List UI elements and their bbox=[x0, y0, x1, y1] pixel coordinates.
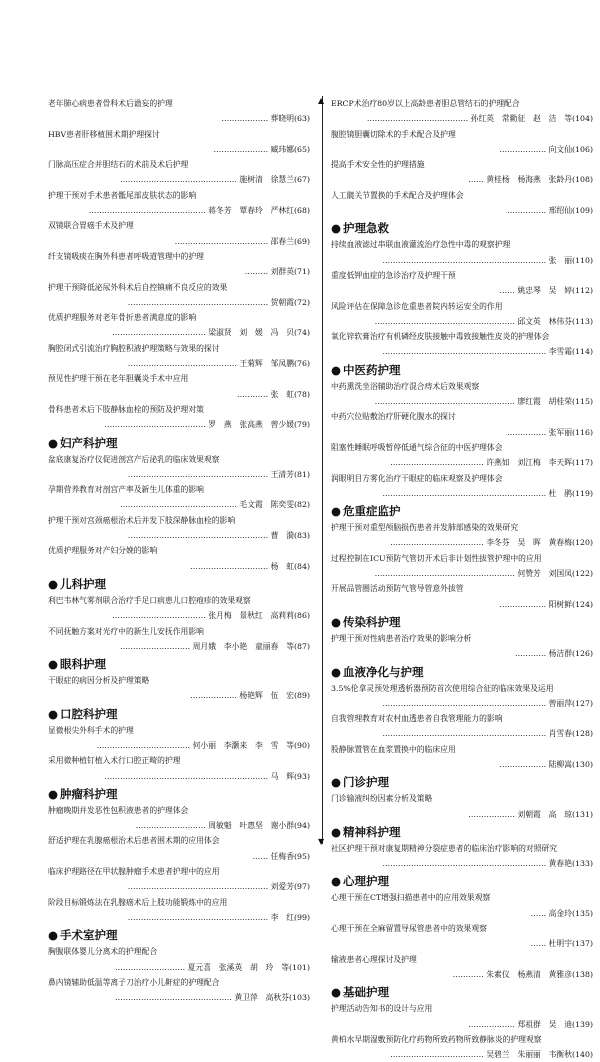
entry-title: 开展品管圈活动预防气管导管意外拔管 bbox=[331, 584, 464, 594]
entry-author-page: ……………………………………… 施树清 徐慧兰(67) bbox=[119, 175, 310, 185]
entry-author-page: ……………………………………………… 贺朝霞(72) bbox=[127, 297, 310, 307]
toc-entry[interactable] bbox=[331, 127, 593, 158]
entry-title: 门诊输液纠纷因素分析及策略 bbox=[331, 794, 433, 804]
toc-entry[interactable] bbox=[48, 543, 310, 574]
entry-title: 心理干预在全麻留置导尿管患者中的效果观察 bbox=[331, 924, 487, 934]
entry-title: 护理干预对宫颈癌根治术后并发下肢深静脉血栓的影响 bbox=[48, 515, 236, 525]
entry-author-page: ……………………………… 何小丽 李灏来 李 雪 等(90) bbox=[96, 740, 310, 750]
entry-author-page: ……………………………………………… 王清芳(81) bbox=[127, 469, 310, 479]
section-heading bbox=[48, 786, 310, 803]
section-heading bbox=[48, 927, 310, 944]
section-title: 儿科护理 bbox=[60, 576, 107, 591]
toc-entry[interactable] bbox=[48, 513, 310, 544]
toc-entry[interactable] bbox=[48, 157, 310, 188]
entry-title: 黄柏水早期湿敷预防化疗药物所致药物所致静脉炎的护理观察 bbox=[331, 1034, 542, 1044]
entry-title: 纤支镜吸痰在胸外科患者呼吸道管理中的护理 bbox=[48, 251, 204, 261]
toc-entry[interactable] bbox=[48, 864, 310, 895]
entry-author-page: ……………………… 周月娥 李小艳 童丽春 等(87) bbox=[119, 641, 310, 651]
entry-author-page: ………………………………… 孙红英 常勤征 赵 洁 等(104) bbox=[366, 114, 593, 124]
toc-entry[interactable] bbox=[48, 452, 310, 483]
section-title: 危重症监护 bbox=[343, 504, 401, 519]
entry-title: 护理干预对手术患者骶尾部皮肤状态的影响 bbox=[48, 190, 197, 200]
section-heading bbox=[331, 774, 593, 791]
entry-author-page: ……………………………… 李冬芬 吴 晖 黄春梅(120) bbox=[390, 538, 593, 548]
entry-author-page: ………… 杨洁群(126) bbox=[514, 649, 593, 659]
toc-entry[interactable] bbox=[48, 218, 310, 249]
entry-title: 护理干预对重型颅脑损伤患者并发肺部感染的效果研究 bbox=[331, 523, 519, 533]
entry-title: 社区护理干预对康复期精神分裂症患者的临床治疗影响的对照研究 bbox=[331, 843, 558, 853]
toc-entry[interactable] bbox=[331, 952, 593, 983]
entry-title: 鼻内镜辅助低温等离子刀治疗小儿鼾症的护理配合 bbox=[48, 977, 220, 987]
section-heading bbox=[331, 220, 593, 237]
entry-author-page: ………………… 臧玮娜(65) bbox=[213, 144, 310, 154]
bullet-icon: ● bbox=[331, 362, 342, 377]
section-title: 门诊护理 bbox=[343, 775, 390, 790]
toc-entry[interactable] bbox=[48, 249, 310, 280]
toc-entry[interactable] bbox=[331, 379, 593, 410]
entry-title: 风险评估在保障急诊危重患者院内转运安全的作用 bbox=[331, 301, 503, 311]
bullet-icon: ● bbox=[331, 824, 342, 839]
section-title: 心理护理 bbox=[343, 874, 390, 889]
entry-author-page: ……… 刘群英(71) bbox=[244, 267, 310, 277]
entry-author-page: ………… 张 虹(78) bbox=[236, 389, 310, 399]
entry-title: 优质护理服务对老年骨折患者满意度的影响 bbox=[48, 313, 197, 323]
toc-entry[interactable] bbox=[331, 742, 593, 773]
toc-entry[interactable] bbox=[48, 975, 310, 1006]
section-title: 精神科护理 bbox=[343, 824, 401, 839]
entry-title: 阻塞性睡眠呼吸暂停低通气综合征的中医护理体会 bbox=[331, 442, 503, 452]
bullet-icon: ● bbox=[331, 775, 342, 790]
entry-title: 3.5%伦拿灵预处理透析器预防首次使用综合征的临床效果及运用 bbox=[331, 683, 554, 693]
entry-author-page: ……………………………………… 蒋冬芳 覃春玲 严林红(68) bbox=[88, 206, 310, 216]
entry-author-page: ……………………………………………………… 杜 鹃(119) bbox=[382, 488, 593, 498]
toc-entry[interactable] bbox=[48, 895, 310, 926]
entry-title: 中药熏洗坐浴辅助治疗混合痔术后效果观察 bbox=[331, 381, 480, 391]
toc-entry[interactable] bbox=[331, 471, 593, 502]
bullet-icon: ● bbox=[331, 221, 342, 236]
arrow-down-icon: ▼ bbox=[318, 837, 325, 846]
entry-author-page: ……………… 阳树鲜(124) bbox=[499, 599, 593, 609]
entry-author-page: ……………… 向文仙(106) bbox=[499, 144, 593, 154]
toc-entry[interactable] bbox=[331, 1032, 593, 1062]
entry-author-page: ……………………………………………………… 黄春艳(133) bbox=[382, 859, 593, 869]
section-title: 手术室护理 bbox=[60, 928, 118, 943]
toc-entry[interactable] bbox=[48, 310, 310, 341]
bullet-icon: ● bbox=[331, 874, 342, 889]
entry-author-page: ……………… 陆柳嵩(130) bbox=[499, 759, 593, 769]
toc-entry[interactable] bbox=[48, 341, 310, 372]
toc-entry[interactable] bbox=[48, 723, 310, 754]
entry-author-page: ……………………………… 吴碧兰 朱丽丽 韦衡秋(140) bbox=[390, 1050, 593, 1060]
entry-author-page: ……………………………………………………… 李雪霜(114) bbox=[382, 347, 593, 357]
section-heading bbox=[331, 362, 593, 379]
entry-title: 持续血液滤过串联血液灌流治疗急性中毒的观察护理 bbox=[331, 240, 511, 250]
toc-entry[interactable] bbox=[48, 944, 310, 975]
entry-title: 人工髋关节置换的手术配合及护理体会 bbox=[331, 190, 464, 200]
toc-entry[interactable] bbox=[48, 593, 310, 624]
section-heading bbox=[331, 503, 593, 520]
entry-author-page: …… 姚忠琴 吴 婷(112) bbox=[499, 286, 593, 296]
entry-author-page: ……………………… 周敏魁 叶惠坚 谢小群(94) bbox=[135, 821, 310, 831]
entry-title: 预见性护理干预在老年胆囊炎手术中应用 bbox=[48, 374, 189, 384]
entry-title: 护理活动告知书的设计与应用 bbox=[331, 1004, 433, 1014]
entry-author-page: ……………………………………………………… 曾丽萍(127) bbox=[382, 698, 593, 708]
toc-entry[interactable] bbox=[48, 280, 310, 311]
entry-title: 输液患者心理探讨及护理 bbox=[331, 954, 417, 964]
toc-entry[interactable] bbox=[48, 624, 310, 655]
entry-author-page: ……………………………………………………… 张 丽(110) bbox=[382, 255, 593, 265]
entry-author-page: ……………… 郑祖群 吴 迪(139) bbox=[468, 1019, 593, 1029]
entry-author-page: …… 任梅香(95) bbox=[252, 851, 310, 861]
entry-title: 腹腔镜胆囊切除术的手术配合及护理 bbox=[331, 129, 456, 139]
entry-title: 心理干预在CT增强扫描患者中的应用效果观察 bbox=[331, 893, 491, 903]
entry-title: 护理干预对性病患者治疗效果的影响分析 bbox=[331, 633, 472, 643]
entry-author-page: ………… 朱素仪 杨燕清 黄雅彦(138) bbox=[452, 969, 593, 979]
entry-title: 老年肺心病患者骨科术后谵妄的护理 bbox=[48, 99, 173, 108]
entry-title: 双镜联合胃癌手术及护理 bbox=[48, 221, 134, 231]
toc-entry[interactable] bbox=[331, 96, 593, 127]
entry-author-page: ……………………………………… 黄卫萍 高秋芬(103) bbox=[115, 993, 310, 1003]
entry-title: 阶段目标锻炼法在乳腺癌术后上肢功能锻炼中的应用 bbox=[48, 897, 228, 907]
section-heading bbox=[331, 664, 593, 681]
entry-author-page: …… 黄桂杨 杨海燕 张龄丹(108) bbox=[468, 175, 593, 185]
bullet-icon: ● bbox=[48, 928, 59, 943]
entry-title: 胸腔闭式引流治疗胸腔积液护理策略与效果的探讨 bbox=[48, 343, 220, 353]
toc-entry[interactable] bbox=[48, 96, 310, 127]
toc-entry[interactable] bbox=[48, 371, 310, 402]
toc-entry[interactable] bbox=[331, 440, 593, 471]
toc-entry[interactable] bbox=[48, 188, 310, 219]
toc-entry[interactable] bbox=[331, 1001, 593, 1032]
entry-title: 骨科患者术后下肢静脉血栓的预防及护理对策 bbox=[48, 404, 204, 414]
toc-entry[interactable] bbox=[331, 299, 593, 330]
entry-author-page: …………… 邢绍仙(109) bbox=[507, 206, 593, 216]
toc-entry[interactable] bbox=[331, 711, 593, 742]
left-column bbox=[48, 96, 310, 1005]
toc-entry[interactable] bbox=[331, 157, 593, 188]
toc-entry[interactable] bbox=[331, 268, 593, 299]
entry-title: ERCP术治疗80岁以上高龄患者胆总管结石的护理配合 bbox=[331, 99, 520, 108]
bullet-icon: ● bbox=[331, 985, 342, 1000]
entry-author-page: ……………………………………………… 曹 漪(83) bbox=[127, 531, 310, 541]
entry-title: 显微根尖外科手术的护理 bbox=[48, 725, 134, 735]
entry-author-page: ……………… 刘朝霞 高 琼(131) bbox=[468, 809, 593, 819]
toc-entry[interactable] bbox=[331, 841, 593, 872]
toc-entry[interactable] bbox=[331, 409, 593, 440]
entry-author-page: ……………………………………………… 何赞芳 刘国凤(122) bbox=[374, 569, 593, 579]
entry-author-page: ……………………………………………………… 马 辉(93) bbox=[104, 771, 310, 781]
entry-author-page: ……………………………………………… 刘爱芳(97) bbox=[127, 882, 310, 892]
entry-author-page: ……………… 葬晓明(63) bbox=[221, 114, 310, 124]
section-heading bbox=[48, 706, 310, 723]
bullet-icon: ● bbox=[331, 504, 342, 519]
entry-title: 中药穴位贴敷治疗肝硬化腹水的探讨 bbox=[331, 412, 456, 422]
toc-entry[interactable] bbox=[331, 329, 593, 360]
entry-title: 孕期营养教育对剖宫产率及新生儿体重的影响 bbox=[48, 485, 204, 495]
entry-author-page: ……………………………… 邵春兰(69) bbox=[174, 236, 310, 246]
section-heading bbox=[48, 656, 310, 673]
bullet-icon: ● bbox=[48, 435, 59, 450]
section-heading bbox=[331, 873, 593, 890]
toc-entry[interactable] bbox=[48, 833, 310, 864]
entry-author-page: ……………………………………… 毛文霞 陈奕雯(82) bbox=[119, 500, 310, 510]
entry-title: 提高手术安全性的护理措施 bbox=[331, 160, 425, 170]
toc-entry[interactable] bbox=[48, 753, 310, 784]
entry-author-page: ……………… 杨艳辉 伍 宏(89) bbox=[190, 691, 310, 701]
entry-author-page: ……………………………………………… 邱文英 林伟芬(113) bbox=[374, 316, 593, 326]
entry-title: 润眼明目方雾化治疗干眼症的临床观察及护理体会 bbox=[331, 473, 503, 483]
section-heading bbox=[48, 576, 310, 593]
bullet-icon: ● bbox=[48, 576, 59, 591]
entry-title: 干眼症的病因分析及护理策略 bbox=[48, 676, 150, 686]
section-title: 基础护理 bbox=[343, 985, 390, 1000]
entry-author-page: …………………………………… 王菊辉 邹凤鹏(76) bbox=[127, 359, 310, 369]
section-title: 血液净化与护理 bbox=[343, 664, 424, 679]
toc-entry[interactable] bbox=[331, 791, 593, 822]
entry-author-page: ……………………………………………… 李 红(99) bbox=[127, 912, 310, 922]
entry-title: 护理干预降低泌尿外科术后自控镇痛不良反应的效果 bbox=[48, 282, 228, 292]
toc-entry[interactable] bbox=[331, 520, 593, 551]
entry-author-page: …………… 张军丽(116) bbox=[507, 427, 593, 437]
entry-author-page: …… 高金玲(135) bbox=[530, 908, 593, 918]
toc-entry[interactable] bbox=[331, 631, 593, 662]
bullet-icon: ● bbox=[48, 706, 59, 721]
toc-entry[interactable] bbox=[48, 803, 310, 834]
section-heading bbox=[331, 824, 593, 841]
right-column bbox=[331, 96, 593, 1062]
section-title: 传染科护理 bbox=[343, 614, 401, 629]
entry-title: HBV患者肝移植围术期护理探讨 bbox=[48, 129, 160, 139]
entry-author-page: ……………………………… 许燕如 刘江梅 李天晖(117) bbox=[390, 458, 593, 468]
toc-entry[interactable] bbox=[48, 673, 310, 704]
entry-title: 重度低钾血症的急诊治疗及护理干预 bbox=[331, 270, 456, 280]
entry-author-page: ……………………………… 张月梅 景秋红 高莉莉(86) bbox=[112, 611, 310, 621]
toc-entry[interactable] bbox=[331, 237, 593, 268]
toc-entry[interactable] bbox=[331, 890, 593, 921]
section-title: 肿瘤科护理 bbox=[60, 786, 118, 801]
toc-entry[interactable] bbox=[331, 551, 593, 582]
column-divider bbox=[322, 96, 323, 844]
toc-entry[interactable] bbox=[331, 188, 593, 219]
toc-entry[interactable] bbox=[48, 127, 310, 158]
entry-author-page: ……………………… 夏元喜 张溪英 胡 玲 等(101) bbox=[115, 962, 310, 972]
toc-entry[interactable] bbox=[331, 581, 593, 612]
bullet-icon: ● bbox=[331, 664, 342, 679]
section-heading bbox=[331, 984, 593, 1001]
arrow-up-icon: ▲ bbox=[318, 96, 325, 105]
section-heading bbox=[48, 435, 310, 452]
section-heading bbox=[331, 614, 593, 631]
entry-title: 舒适护理在乳腺癌根治术后患者围术期的应用体会 bbox=[48, 836, 220, 846]
section-title: 眼科护理 bbox=[60, 657, 107, 672]
toc-entry[interactable] bbox=[48, 402, 310, 433]
entry-title: 氧化锌软膏治疗有机磷经皮肤接触中毒致接触性皮炎的护理体会 bbox=[331, 332, 550, 342]
toc-entry[interactable] bbox=[331, 921, 593, 952]
entry-title: 优质护理服务对产妇分娩的影响 bbox=[48, 546, 158, 556]
entry-author-page: ………………………… 杨 虹(84) bbox=[190, 561, 310, 571]
entry-title: 不同抚触方案对光疗中的新生儿安抚作用影响 bbox=[48, 626, 204, 636]
entry-author-page: ………………………………… 罗 燕 张高燕 曾少媛(79) bbox=[104, 420, 310, 430]
entry-title: 自我管理教育对农村血透患者自我管理能力的影响 bbox=[331, 714, 503, 724]
toc-entry[interactable] bbox=[48, 482, 310, 513]
entry-author-page: ……………………………… 梁淑贤 刘 媛 冯 贝(74) bbox=[112, 328, 310, 338]
entry-title: 门脉高压症合并胆结石的术前及术后护理 bbox=[48, 160, 189, 170]
bullet-icon: ● bbox=[48, 657, 59, 672]
entry-title: 临床护理路径在甲状腺肿瘤手术患者护理中的应用 bbox=[48, 867, 220, 877]
entry-title: 股静脉置管在血浆置换中的临床应用 bbox=[331, 744, 456, 754]
toc-entry[interactable] bbox=[331, 681, 593, 712]
section-title: 口腔科护理 bbox=[60, 706, 118, 721]
entry-author-page: ……………………………………………… 廖红霞 胡桂荣(115) bbox=[374, 397, 593, 407]
section-title: 护理急救 bbox=[343, 221, 390, 236]
entry-title: 利巴韦林气雾剂联合治疗手足口病患儿口腔疱疹的效果观察 bbox=[48, 595, 251, 605]
entry-title: 肿瘤晚期并发恶性包积液患者的护理体会 bbox=[48, 805, 189, 815]
entry-title: 采用微种植钉植入术行口腔正畸的护理 bbox=[48, 756, 181, 766]
entry-title: 盆底康复治疗仪促进剖宫产后泌乳的临床效果观察 bbox=[48, 454, 220, 464]
entry-title: 过程控制在ICU预防气管切开术后非计划性拔管护理中的应用 bbox=[331, 553, 542, 563]
bullet-icon: ● bbox=[331, 614, 342, 629]
entry-author-page: ……………………………………………………… 肖雪春(128) bbox=[382, 729, 593, 739]
section-title: 中医药护理 bbox=[343, 362, 401, 377]
bullet-icon: ● bbox=[48, 786, 59, 801]
entry-author-page: …… 杜明宇(137) bbox=[530, 939, 593, 949]
entry-title: 胸腹联体婴儿分离术的护理配合 bbox=[48, 947, 158, 957]
section-title: 妇产科护理 bbox=[60, 435, 118, 450]
